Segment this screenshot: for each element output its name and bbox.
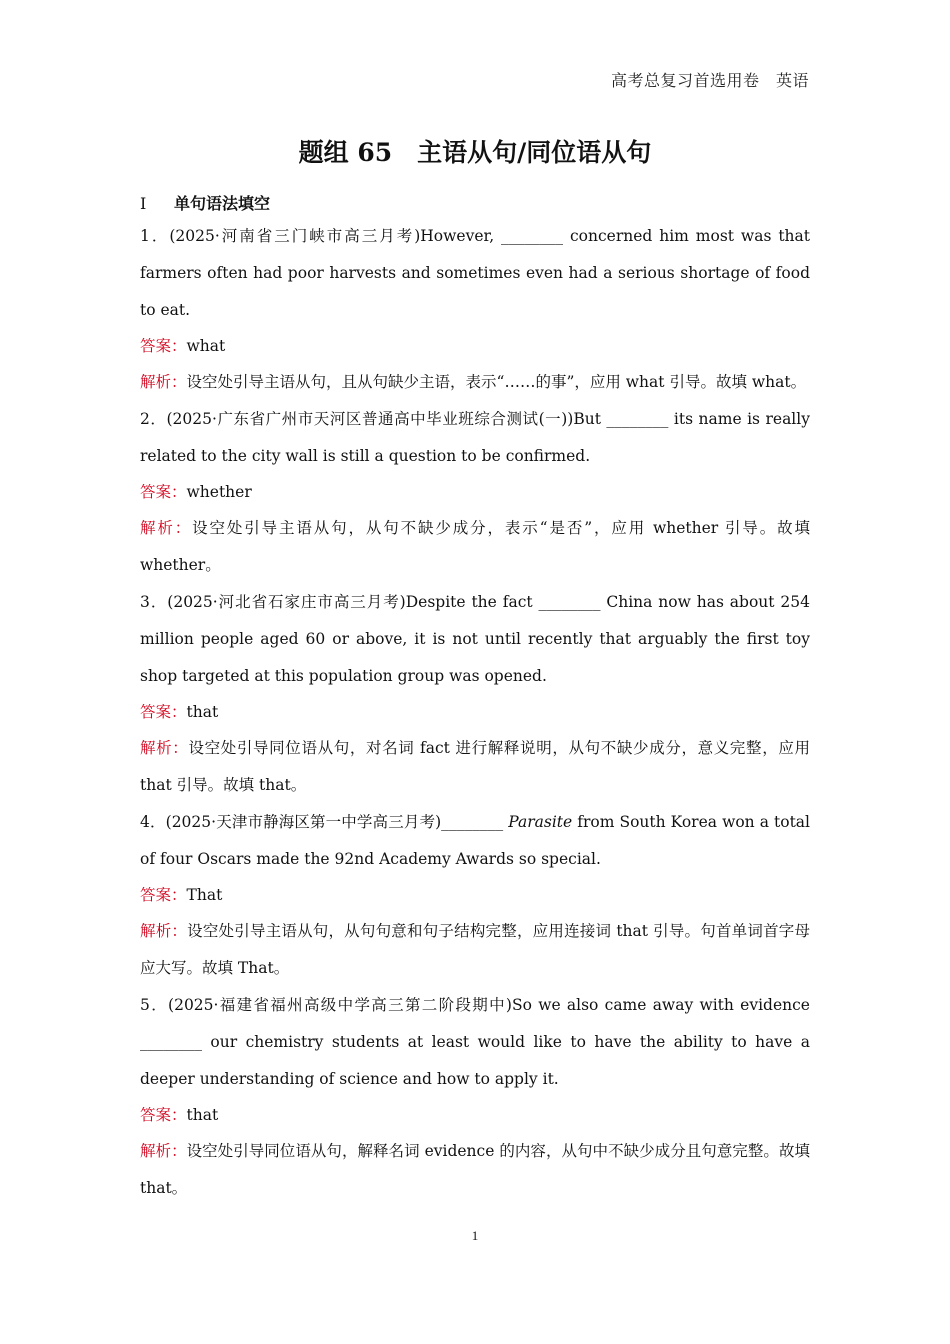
explanation-text: 设空处引导主语从句，且从句缺少主语，表示“……的事”，应用 what 引导。故填 what。 xyxy=(186,373,807,391)
question-number: 2． xyxy=(140,410,167,428)
question-source: (2025·广东省广州市天河区普通高中毕业班综合测试(一)) xyxy=(166,410,574,428)
answer-value: what xyxy=(186,337,226,355)
question-italic: Parasite xyxy=(508,813,573,831)
question-source: (2025·河北省石家庄市高三月考) xyxy=(167,593,406,611)
page-number: 1 xyxy=(471,1228,479,1243)
answer-value: that xyxy=(186,1106,219,1124)
explanation-text: 设空处引导主语从句，从句句意和句子结构完整，应用连接词 that 引导。句首单词首字母应大写。故填 That。 xyxy=(140,922,810,977)
explanation-label: 解析： xyxy=(140,519,193,537)
question-text xyxy=(140,804,810,878)
question-source: (2025·福建省福州高级中学高三第二阶段期中) xyxy=(168,996,512,1014)
answer-line xyxy=(140,329,810,364)
question-text xyxy=(140,987,810,1098)
content xyxy=(140,190,810,1207)
question-body: Despite the fact ________ China now has about 254 million people aged 60 or above, it is not until recently that arguably the first toy shop targeted at this population group was opened. xyxy=(140,593,810,685)
answer-label: 答案： xyxy=(140,1106,187,1124)
explanation-label: 解析： xyxy=(140,739,189,757)
explanation-label: 解析： xyxy=(140,922,188,940)
page-header: 高考总复习首选用卷 英语 xyxy=(610,71,809,90)
section-heading xyxy=(140,190,810,218)
answer-line xyxy=(140,878,810,913)
section-roman: Ⅰ xyxy=(140,194,147,213)
question-text xyxy=(140,218,810,329)
explanation-label: 解析： xyxy=(140,1142,187,1160)
explanation-line xyxy=(140,730,810,804)
question-number: 5． xyxy=(140,996,169,1014)
question-body: ________ xyxy=(441,813,509,831)
explanation-label: 解析： xyxy=(140,373,187,391)
question-source: (2025·天津市静海区第一中学高三月考) xyxy=(165,813,442,831)
explanation-line xyxy=(140,913,810,987)
question-source: (2025·河南省三门峡市高三月考) xyxy=(169,227,421,245)
answer-value: that xyxy=(186,703,219,721)
explanation-line xyxy=(140,364,810,401)
question-body: So we also came away with evidence ________ our chemistry students at least would like to have the ability to have a deeper understanding of science and how to apply it. xyxy=(140,996,810,1088)
answer-label: 答案： xyxy=(140,483,187,501)
question-text xyxy=(140,401,810,475)
question-number: 3． xyxy=(140,593,168,611)
answer-value: That xyxy=(186,886,223,904)
explanation-text: 设空处引导同位语从句，解释名词 evidence 的内容，从句中不缺少成分且句意完整。故填 that。 xyxy=(140,1142,810,1197)
question-item xyxy=(140,987,810,1207)
answer-line xyxy=(140,1098,810,1133)
page-title: 题组 65 主语从句/同位语从句 xyxy=(298,138,652,167)
explanation-text: 设空处引导主语从句，从句不缺少成分，表示“是否”，应用 whether 引导。故填 whether。 xyxy=(140,519,810,574)
question-number: 4． xyxy=(140,813,166,831)
answer-value: whether xyxy=(186,483,252,501)
answer-line xyxy=(140,695,810,730)
explanation-line xyxy=(140,1133,810,1207)
answer-label: 答案： xyxy=(140,337,187,355)
question-item xyxy=(140,218,810,401)
question-item xyxy=(140,401,810,584)
answer-line xyxy=(140,475,810,510)
question-body: However, ________ concerned him most was that farmers often had poor harvests and sometimes even had a serious shortage of food to eat. xyxy=(140,227,810,319)
question-item xyxy=(140,584,810,804)
question-text xyxy=(140,584,810,695)
question-list xyxy=(140,218,810,1207)
question-number: 1． xyxy=(140,227,170,245)
answer-label: 答案： xyxy=(140,703,187,721)
question-item xyxy=(140,804,810,987)
question-body-end: from South Korea won a total of four Oscars made the 92nd Academy Awards so special. xyxy=(140,813,810,868)
section-label: 单句语法填空 xyxy=(174,194,271,213)
question-body: But ________ its name is really related to the city wall is still a question to be confirmed. xyxy=(140,410,810,465)
answer-label: 答案： xyxy=(140,886,187,904)
explanation-line xyxy=(140,510,810,584)
explanation-text: 设空处引导同位语从句，对名词 fact 进行解释说明，从句不缺少成分，意义完整，应用 that 引导。故填 that。 xyxy=(140,739,810,794)
